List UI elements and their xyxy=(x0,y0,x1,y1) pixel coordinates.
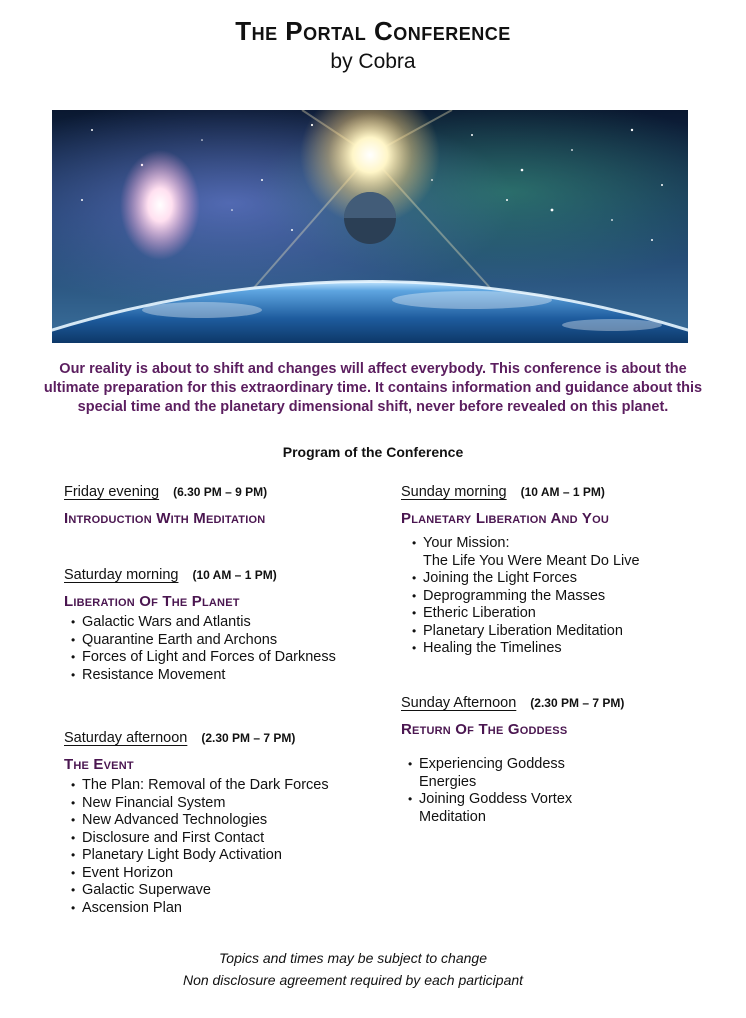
session-saturday-afternoon xyxy=(64,730,329,917)
session-when xyxy=(64,567,336,583)
list-item: • Disclosure and First Contact xyxy=(64,830,329,848)
list-item: • Etheric Liberation xyxy=(405,605,640,623)
session-time: (6.30 PM – 9 PM) xyxy=(173,485,268,499)
session-sunday-morning xyxy=(401,484,640,658)
list-item: • Ascension Plan xyxy=(64,900,329,918)
list-item: • The Plan: Removal of the Dark Forces xyxy=(64,777,329,795)
list-item: • Quarantine Earth and Archons xyxy=(64,632,336,650)
session-topic: Return Of The Goddess xyxy=(401,721,568,738)
session-topic: The Event xyxy=(64,756,134,773)
list-item-continuation: The Life You Were Meant Do Live xyxy=(423,552,640,569)
hero-image xyxy=(52,110,688,343)
session-when xyxy=(64,484,267,500)
session-day: Sunday morning xyxy=(401,484,507,500)
session-day: Saturday morning xyxy=(64,567,179,583)
list-item: • Planetary Light Body Activation xyxy=(64,847,329,865)
list-item-continuation: Meditation xyxy=(419,808,486,825)
intro-text: Our reality is about to shift and changes will affect everybody. This conference is about the ultimate preparation for this extraordinary time. It contains information and guidance about this special time and the planetary dimensional shift, never before revealed on this planet. xyxy=(43,361,703,415)
list-item: • Planetary Liberation Meditation xyxy=(405,623,640,641)
session-friday-evening xyxy=(64,484,267,527)
list-item: • Event Horizon xyxy=(64,865,329,883)
session-day: Saturday afternoon xyxy=(64,730,188,746)
session-topic-list xyxy=(401,756,624,826)
session-sunday-afternoon xyxy=(401,695,624,826)
list-item: • Resistance Movement xyxy=(64,667,336,685)
list-item: • Joining the Light Forces xyxy=(405,570,640,588)
session-topic-list xyxy=(405,535,640,658)
session-topic: Planetary Liberation And You xyxy=(401,510,610,527)
session-day: Friday evening xyxy=(64,484,160,500)
list-item: • New Advanced Technologies xyxy=(64,812,329,830)
list-item: • Galactic Wars and Atlantis xyxy=(64,614,336,632)
session-time: (10 AM – 1 PM) xyxy=(520,485,605,499)
list-item: • Your Mission: xyxy=(405,535,640,553)
session-topic: Liberation Of The Planet xyxy=(64,593,240,610)
session-time: (10 AM – 1 PM) xyxy=(192,568,277,582)
list-item: • Galactic Superwave xyxy=(64,882,329,900)
session-topic-list xyxy=(64,777,329,917)
list-item-continuation: Energies xyxy=(419,773,477,790)
page-title: The Portal Conference xyxy=(235,16,511,46)
session-time: (2.30 PM – 7 PM) xyxy=(530,696,625,710)
list-item: • New Financial System xyxy=(64,795,329,813)
session-topic: Introduction With Meditation xyxy=(64,510,266,527)
session-when xyxy=(64,730,329,746)
footer-note-1: Topics and times may be subject to change xyxy=(219,950,487,966)
session-topic-list xyxy=(64,614,336,684)
list-item: • Healing the Timelines xyxy=(405,640,640,658)
list-item: • Experiencing Goddess xyxy=(401,756,624,774)
page-subtitle: by Cobra xyxy=(330,50,416,73)
list-item: • Forces of Light and Forces of Darkness xyxy=(64,649,336,667)
session-day: Sunday Afternoon xyxy=(401,695,517,711)
list-item: • Joining Goddess Vortex xyxy=(401,791,624,809)
session-when xyxy=(401,695,624,711)
list-item: • Deprogramming the Masses xyxy=(405,588,640,606)
footer-note-2: Non disclosure agreement required by each participant xyxy=(182,972,524,988)
session-time: (2.30 PM – 7 PM) xyxy=(201,731,296,745)
session-saturday-morning xyxy=(64,567,336,684)
session-when xyxy=(401,484,640,500)
program-heading: Program of the Conference xyxy=(282,444,464,460)
